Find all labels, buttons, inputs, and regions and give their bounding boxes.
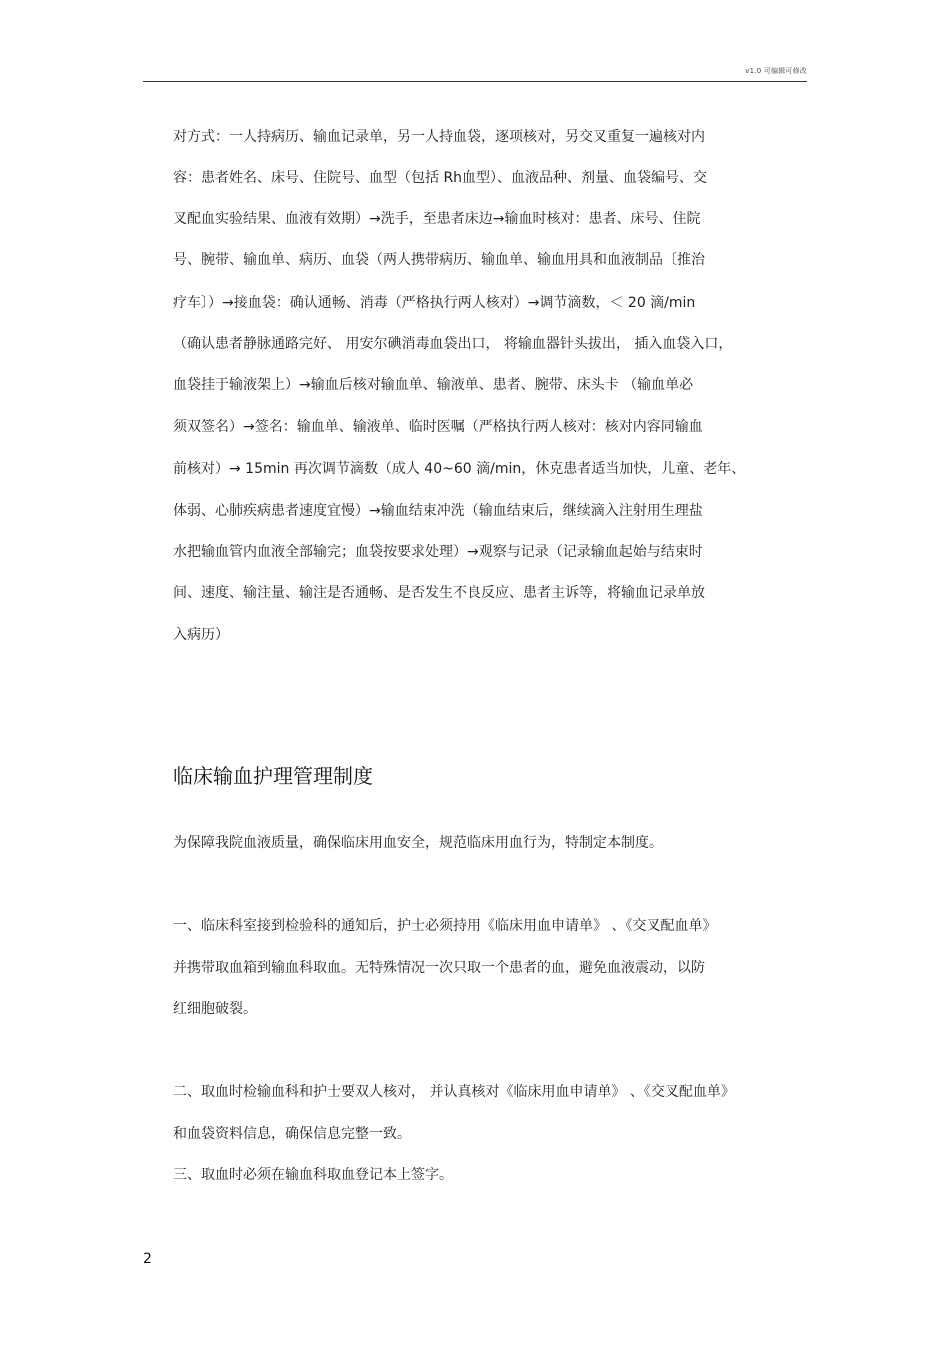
- procedure-line: 须双签名）→签名：输血单、输液单、临时医嘱（严格执行两人核对：核对内容同输血: [173, 419, 703, 435]
- rule-item-1-line: 并携带取血箱到输血科取血。无特殊情况一次只取一个患者的血，避免血液震动，以防: [173, 960, 705, 976]
- procedure-line: 水把输血管内血液全部输完；血袋按要求处理）→观察与记录（记录输血起始与结束时: [173, 544, 703, 560]
- header-version-note: v1.0 可编辑可修改: [745, 67, 807, 75]
- page-number: 2: [143, 1251, 152, 1267]
- procedure-line: 体弱、心肺疾病患者速度宜慢）→输血结束冲洗（输血结束后，继续滴入注射用生理盐: [173, 503, 703, 519]
- procedure-line: 入病历）: [173, 627, 229, 643]
- procedure-line: 血袋挂于输液架上）→输血后核对输血单、输液单、患者、腕带、床头卡 （输血单必: [173, 377, 694, 393]
- procedure-line: 对方式：一人持病历、输血记录单，另一人持血袋，逐项核对，另交叉重复一遍核对内: [173, 129, 705, 145]
- procedure-line: 疗车〕）→接血袋：确认通畅、消毒（严格执行两人核对）→调节滴数，＜ 20 滴/min: [173, 295, 696, 311]
- rule-item-2-line: 和血袋资料信息，确保信息完整一致。: [173, 1126, 411, 1142]
- rule-item-3: 三、取血时必须在输血科取血登记本上签字。: [173, 1167, 453, 1183]
- procedure-line: 容：患者姓名、床号、住院号、血型（包括 Rh血型）、血液品种、剂量、血袋编号、交: [173, 170, 708, 186]
- section-intro: 为保障我院血液质量，确保临床用血安全，规范临床用血行为，特制定本制度。: [173, 835, 663, 851]
- procedure-line: 号、腕带、输血单、病历、血袋（两人携带病历、输血单、输血用具和血液制品〔推治: [173, 252, 705, 268]
- procedure-line: 叉配血实验结果、血液有效期）→洗手，至患者床边→输血时核对：患者、床号、住院: [173, 211, 701, 227]
- rule-item-1-line: 红细胞破裂。: [173, 1001, 257, 1017]
- rule-item-1-line: 一、临床科室接到检验科的通知后，护士必须持用《临床用血申请单》 、《交叉配血单》: [173, 918, 717, 934]
- procedure-line: （确认患者静脉通路完好、 用安尔碘消毒血袋出口， 将输血器针头拔出， 插入血袋入口，: [173, 336, 733, 352]
- procedure-line: 前核对）→ 15min 再次调节滴数（成人 40~60 滴/min，休克患者适当加快，儿童、老年、: [173, 461, 746, 477]
- procedure-line: 间、速度、输注量、输注是否通畅、是否发生不良反应、患者主诉等，将输血记录单放: [173, 585, 705, 601]
- rule-item-2-line: 二、取血时检输血科和护士要双人核对， 并认真核对《临床用血申请单》 、《交叉配血单》: [173, 1084, 735, 1100]
- header-divider: [143, 81, 807, 82]
- section-title: 临床输血护理管理制度: [173, 764, 373, 788]
